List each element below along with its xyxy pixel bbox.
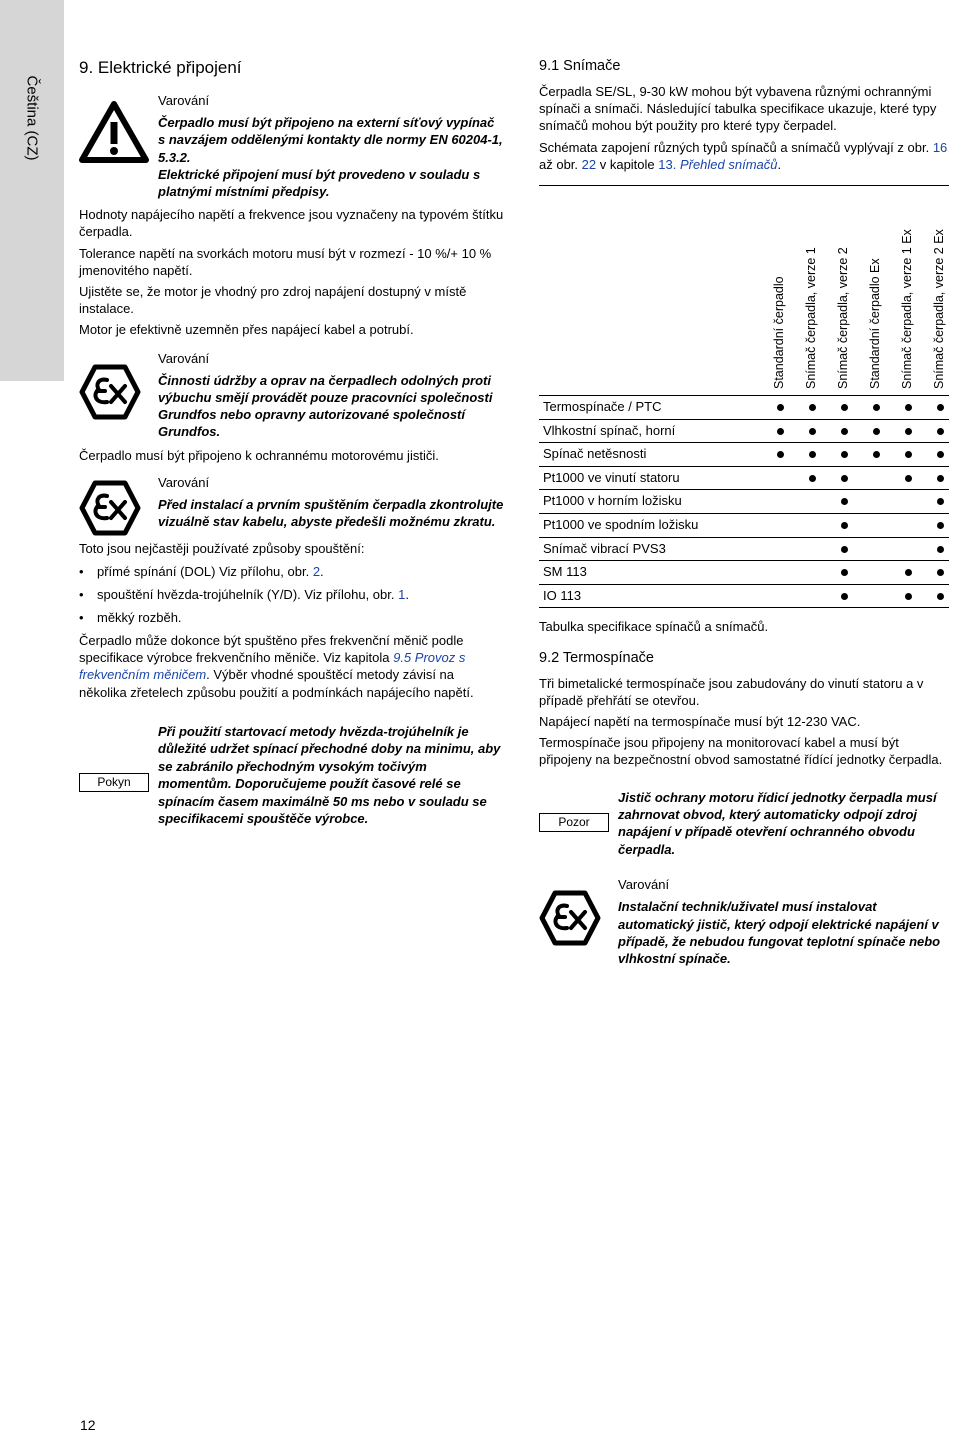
bullet-mark xyxy=(841,475,848,482)
bullet-mark xyxy=(809,428,816,435)
bullet-mark xyxy=(905,428,912,435)
bullet-mark xyxy=(905,475,912,482)
warning-block-2 xyxy=(79,350,504,441)
table-row xyxy=(539,584,949,609)
bullet-mark xyxy=(937,451,944,458)
table-row xyxy=(539,513,949,537)
warning-title: Varování xyxy=(158,93,210,108)
paragraph: Tolerance napětí na svorkách motoru musí být v rozmezí - 10 %/+ 10 % jmenovitého napětí. xyxy=(79,245,492,278)
column-header xyxy=(865,189,887,389)
bullet-mark xyxy=(777,428,784,435)
paragraph: Ujistěte se, že motor je vhodný pro zdroj napájení dostupný v místě instalace. xyxy=(79,284,467,317)
ex-explosion-icon xyxy=(79,364,141,420)
column-header-label: Snímač čerpadla, verze 2 xyxy=(836,247,850,390)
figure-link[interactable]: 2 xyxy=(312,564,321,580)
table-row xyxy=(539,395,949,419)
figure-link[interactable]: 16 xyxy=(932,139,948,155)
row-label: Vlhkostní spínač, horní xyxy=(543,422,676,438)
table-row xyxy=(539,442,949,466)
note-block xyxy=(79,723,504,827)
bullet-mark xyxy=(777,451,784,458)
right-column xyxy=(539,58,949,967)
list-item: • spouštění hvězda-trojúhelník (Y/D). Viz přílohu, obr. 1. xyxy=(79,586,504,603)
bullet-mark xyxy=(841,498,848,505)
warning-text: Instalační technik/uživatel musí instalovat automatický jistič, který odpojí elektrické napájení v případě, že nebudou fungovat teplotní spínače nebo vlhkostní spínače. xyxy=(618,899,941,967)
chapter-link-text[interactable]: 9.5 Provoz s frekvenčním měničem xyxy=(79,650,466,683)
bullet-mark xyxy=(841,569,848,576)
bullet-mark xyxy=(777,404,784,411)
bullet-mark xyxy=(937,428,944,435)
language-tab xyxy=(0,0,64,381)
bullet-mark xyxy=(841,593,848,600)
warning-block-1 xyxy=(79,92,504,200)
table-row xyxy=(539,560,949,584)
bullet-mark xyxy=(809,451,816,458)
bullet-mark xyxy=(841,428,848,435)
chapter-link[interactable]: 13. xyxy=(658,156,677,172)
column-header-label: Standardní čerpadlo xyxy=(772,276,786,390)
caution-label: Pozor xyxy=(539,813,609,832)
column-header xyxy=(897,189,919,389)
caution-text: Jistič ochrany motoru řídicí jednotky čerpadla musí zahrnovat obvod, který automaticky odpojí zdroj napájení v případě otevření ochranného obvodu čerpadla. xyxy=(618,789,937,857)
bullet-mark xyxy=(873,428,880,435)
bullet-mark xyxy=(937,522,944,529)
column-header xyxy=(769,189,791,389)
bullet-mark xyxy=(905,569,912,576)
warning-text: Čerpadlo musí být připojeno na externí síťový vypínač s navzájem oddělenými kontakty dle normy EN 60204-1, 5.3.2. xyxy=(158,115,503,165)
bullet-mark xyxy=(937,546,944,553)
paragraph: Tři bimetalické termospínače jsou zabudovány do vinutí statoru a v případě přehřátí se otevřou. xyxy=(539,675,924,708)
ex-explosion-icon xyxy=(79,480,141,536)
warning-text: Činnosti údržby a oprav na čerpadlech odolných proti výbuchu smějí provádět pouze pracovníci společnosti Grundfos nebo opravny autorizované společností Grundfos. xyxy=(158,372,493,440)
table-row xyxy=(539,489,949,513)
row-label: Spínač netěsnosti xyxy=(543,446,647,462)
warning-title: Varování xyxy=(158,474,210,490)
language-tab-label: Čeština (CZ) xyxy=(23,75,41,161)
paragraph: Čerpadlo musí být připojeno k ochrannému motorovému jističi. xyxy=(79,447,439,463)
bullet-mark xyxy=(809,475,816,482)
table-header-row xyxy=(539,185,949,395)
bullet-mark xyxy=(905,451,912,458)
start-methods-list xyxy=(79,563,504,626)
table-row xyxy=(539,466,949,490)
paragraph: Schémata zapojení různých typů spínačů a snímačů vyplývají z obr. 16 až obr. 22 v kapitole 13. Přehled snímačů. xyxy=(539,139,948,172)
row-label: SM 113 xyxy=(543,564,587,580)
bullet-mark xyxy=(937,498,944,505)
bullet-mark xyxy=(841,404,848,411)
paragraph: Termospínače jsou připojeny na monitorovací kabel a musí být připojeny na bezpečnostní obvod samostatné řídící jednotky čerpadla. xyxy=(539,735,943,768)
warning-text: Před instalací a prvním spuštěním čerpadla zkontrolujte vizuálně stav kabelu, abyste předešli možnému zkratu. xyxy=(158,497,504,530)
paragraph: Napájecí napětí na termospínače musí být 12-230 VAC. xyxy=(539,713,861,729)
figure-link[interactable]: 22 xyxy=(581,156,597,172)
table-row xyxy=(539,419,949,443)
bullet-mark xyxy=(937,404,944,411)
sensor-spec-table xyxy=(539,185,949,608)
note-text: Při použití startovací metody hvězda-trojúhelník je důležité udržet spínací přechodné doby na minimu, aby se zabránilo přechodným vysokým točivým momentům. Doporučujeme použít časové relé se spínacím časem maximálně 50 ms nebo v souladu se specifikacemi spouštěče výrobce. xyxy=(158,723,501,826)
warning-block-4 xyxy=(539,876,949,967)
bullet-mark xyxy=(809,404,816,411)
column-header-label: Snímač čerpadla, verze 1 Ex xyxy=(900,229,914,390)
paragraph: Toto jsou nejčastěji používaté způsoby spouštění: xyxy=(79,540,365,556)
chapter-link-text[interactable]: Přehled snímačů xyxy=(676,156,778,172)
warning-title: Varování xyxy=(158,350,210,366)
figure-link[interactable]: 1 xyxy=(398,587,406,603)
bullet-mark xyxy=(873,404,880,411)
table-caption: Tabulka specifikace spínačů a snímačů. xyxy=(539,619,769,635)
row-label: Pt1000 ve vinutí statoru xyxy=(543,469,680,485)
column-header-label: Snímač čerpadla, verze 2 Ex xyxy=(932,229,946,390)
column-header xyxy=(833,189,855,389)
column-header-label: Snímač čerpadla, verze 1 xyxy=(804,247,818,390)
paragraph: Motor je efektivně uzemněn přes napájecí kabel a potrubí. xyxy=(79,322,414,338)
section-heading: 9.1 Snímače xyxy=(539,58,621,74)
ex-explosion-icon xyxy=(539,890,601,946)
table-body xyxy=(539,395,949,608)
warning-text: Elektrické připojení musí být provedeno v souladu s platnými místními předpisy. xyxy=(158,166,481,200)
section-heading: 9.2 Termospínače xyxy=(539,649,654,666)
bullet-mark xyxy=(841,451,848,458)
bullet-mark xyxy=(905,593,912,600)
paragraph: Čerpadlo může dokonce být spuštěno přes frekvenční měnič podle specifikace výrobce frekvenčního měniče. Viz kapitola 9.5 Provoz s frekvenčním měničem. Výběr vhodné spouštěcí metody závisí na několika zřetelech způsobu použití a podmínkách napájecího napětí. xyxy=(79,633,474,700)
column-header xyxy=(801,189,823,389)
column-header-label: Standardní čerpadlo Ex xyxy=(868,258,882,390)
column-header xyxy=(929,189,951,389)
row-label: Termospínače / PTC xyxy=(543,399,662,415)
table-row xyxy=(539,537,949,561)
bullet-mark xyxy=(937,475,944,482)
list-item: • měkký rozběh. xyxy=(79,609,504,626)
list-item: • přímé spínání (DOL) Viz přílohu, obr. 2. xyxy=(79,563,504,580)
left-column xyxy=(79,58,504,827)
bullet-mark xyxy=(841,522,848,529)
warning-block-3 xyxy=(79,474,504,534)
row-label: Pt1000 ve spodním ložisku xyxy=(543,516,699,532)
warning-triangle-icon xyxy=(79,100,149,164)
bullet-mark xyxy=(905,404,912,411)
row-label: Snímač vibrací PVS3 xyxy=(543,540,666,556)
page-number: 12 xyxy=(80,1417,96,1433)
bullet-mark xyxy=(937,593,944,600)
caution-block xyxy=(539,789,949,859)
section-heading: 9. Elektrické připojení xyxy=(79,58,242,77)
paragraph: Čerpadla SE/SL, 9-30 kW mohou být vybavena různými ochrannými spínači a snímači. Následující tabulka specifikace ukazuje, které typy snímačů mohou být použity pro které typy čerpadel. xyxy=(539,84,937,134)
paragraph: Hodnoty napájecího napětí a frekvence jsou vyznačeny na typovém štítku čerpadla. xyxy=(79,207,504,240)
bullet-mark xyxy=(841,546,848,553)
bullet-mark xyxy=(873,451,880,458)
row-label: IO 113 xyxy=(543,587,582,603)
row-label: Pt1000 v horním ložisku xyxy=(543,493,682,509)
warning-title: Varování xyxy=(618,877,670,893)
bullet-mark xyxy=(937,569,944,576)
note-label: Pokyn xyxy=(79,773,149,792)
